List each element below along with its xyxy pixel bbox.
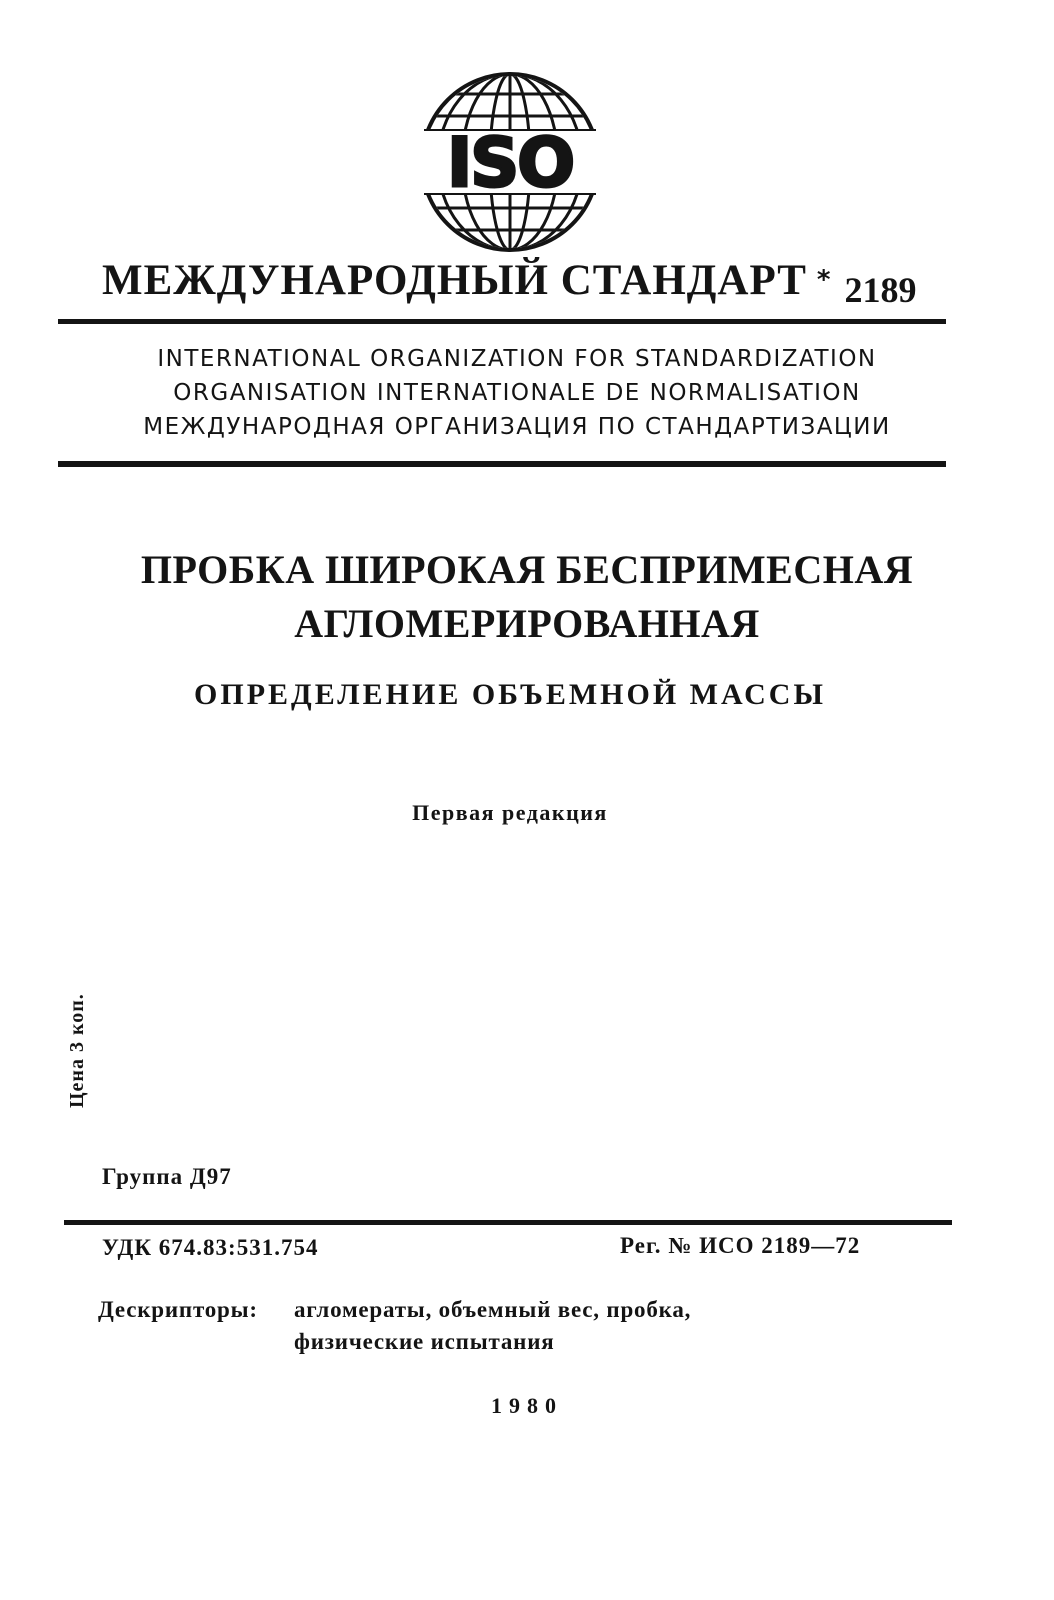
publication-year: 1980 [491, 1393, 563, 1418]
standard-label: МЕЖДУНАРОДНЫЙ СТАНДАРТ [102, 257, 807, 304]
org-name-french: ORGANISATION INTERNATIONALE DE NORMALISATION [173, 380, 861, 406]
document-subtitle: ОПРЕДЕЛЕНИЕ ОБЪЕМНОЙ МАССЫ [194, 678, 826, 711]
organization-names [58, 342, 976, 444]
star-mark: * [816, 265, 831, 295]
iso-logo [418, 70, 602, 254]
org-name-russian: МЕЖДУНАРОДНАЯ ОРГАНИЗАЦИЯ ПО СТАНДАРТИЗАЦИИ [143, 414, 891, 440]
edition-label: Первая редакция [412, 800, 608, 825]
descriptors-line-1: агломераты, объемный вес, пробка, [294, 1297, 692, 1322]
iso-globe-logo-icon [418, 70, 602, 254]
iso-logo-text: ISO [446, 124, 574, 203]
standard-number: 2189 [844, 270, 917, 310]
footer-divider [64, 1220, 952, 1225]
group-label: Группа Д97 [102, 1164, 232, 1189]
price-label: Цена 3 коп. [66, 993, 88, 1108]
descriptors-label: Дескрипторы: [98, 1297, 258, 1322]
standard-heading [102, 256, 952, 316]
registration-number: Рег. № ИСО 2189—72 [620, 1233, 861, 1258]
descriptors [98, 1294, 691, 1358]
document-title-line-1: ПРОБКА ШИРОКАЯ БЕСПРИМЕСНАЯ [140, 547, 914, 592]
header-divider [58, 461, 946, 467]
top-divider [58, 319, 946, 324]
org-name-english: INTERNATIONAL ORGANIZATION FOR STANDARDIZATION [157, 346, 877, 372]
udc-code: УДК 674.83:531.754 [102, 1235, 319, 1260]
document-title-line-2: АГЛОМЕРИРОВАННАЯ [294, 601, 760, 646]
descriptors-line-2: физические испытания [294, 1329, 555, 1354]
